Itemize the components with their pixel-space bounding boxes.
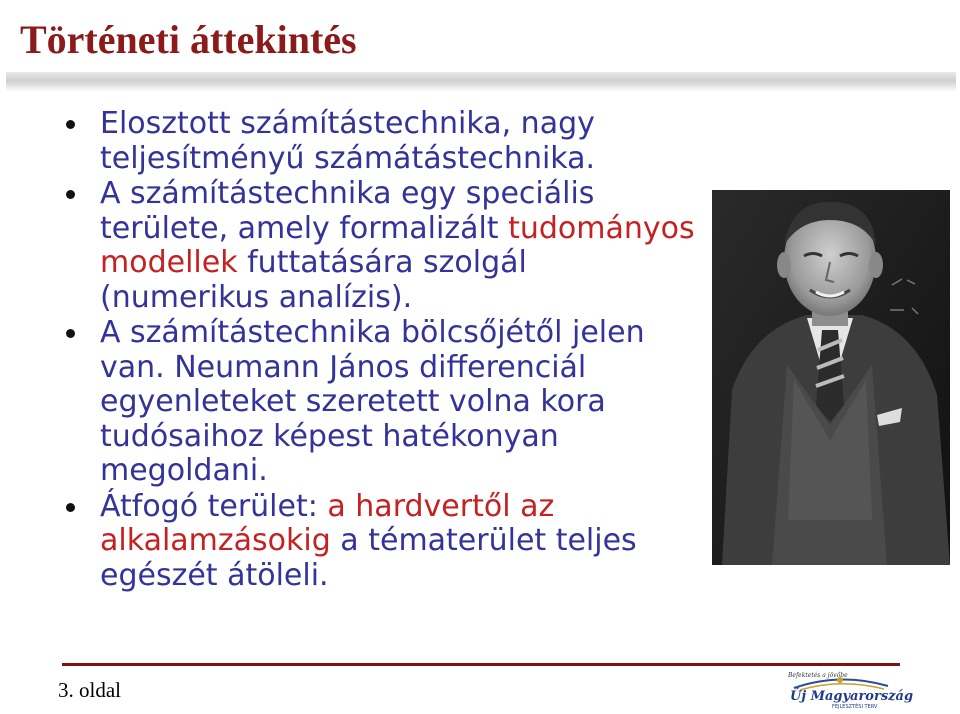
bullet-text: Átfogó terület: (100, 488, 328, 524)
bullet-text: A számítástechnika bölcsőjétől jelen van. Neumann János differenciál egyenleteket szeretett volna kora tudósaihoz képest hatékonyan megoldani. (100, 315, 645, 488)
portrait-illustration (712, 190, 950, 565)
bullet-dot-icon (66, 503, 75, 512)
bullet-list (66, 107, 696, 594)
portrait-photo (712, 190, 950, 565)
bullet-dot-icon (66, 120, 75, 129)
logo-graphic (780, 668, 914, 710)
uj-magyarorszag-logo (780, 668, 914, 710)
slide-title: Történeti áttekintés (20, 17, 357, 62)
bullet-text: Elosztott számítástechnika, nagy teljesítményű számátástechnika. (100, 106, 596, 176)
bullet-dot-icon (66, 329, 75, 338)
bullet-item (66, 177, 696, 315)
logo-tagline: Befektetés a jövőbe (788, 672, 848, 679)
footer-rule (62, 663, 900, 666)
bullet-item (66, 316, 696, 489)
bullet-text: A számítástechnika egy speciális területe, amely formalizált (100, 176, 595, 246)
bullet-item (66, 107, 696, 176)
bullet-item (66, 490, 696, 594)
bullet-dot-icon (66, 190, 75, 199)
page-number: 3. oldal (58, 678, 121, 702)
logo-subtitle: FEJLESZTÉSI TERV (832, 704, 878, 710)
bullet-highlight-text: tudományos modellek (100, 210, 695, 280)
logo-name: Új Magyarország (790, 689, 914, 704)
title-underline-bar (6, 72, 956, 92)
bullet-text: futtatására szolgál (numerikus analízis). (100, 245, 527, 315)
bullet-highlight-text: a hardvertől az alkalamzásokig (100, 488, 555, 558)
bullet-text: a tématerület teljes egészét átöleli. (100, 523, 637, 593)
